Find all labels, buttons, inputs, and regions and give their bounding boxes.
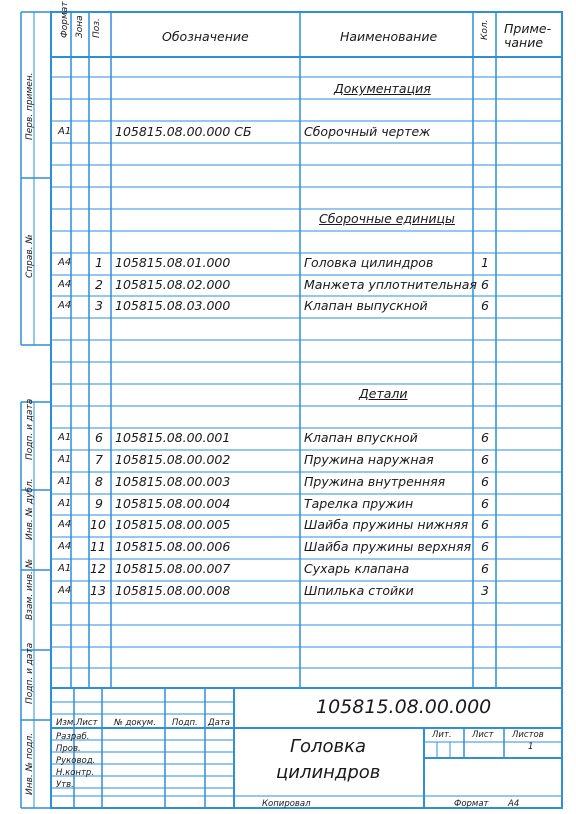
label-sheet: Лист xyxy=(472,730,494,740)
row-format: А4 xyxy=(58,257,72,268)
row-pos: 6 xyxy=(95,430,103,445)
label-supervisor: Руковод. xyxy=(56,756,96,766)
header-designation: Обозначение xyxy=(162,29,249,44)
row-name: Шайба пружины верхняя xyxy=(304,539,471,554)
header-note-1: Приме- xyxy=(504,21,552,36)
header-note-2: чание xyxy=(504,35,544,50)
row-name: Шайба пружины нижняя xyxy=(304,517,469,532)
row-name: Пружина наружная xyxy=(304,452,434,467)
row-pos: 3 xyxy=(95,298,103,313)
row-format: А4 xyxy=(58,541,72,552)
col-sheet: Лист xyxy=(76,718,98,728)
row-designation: 105815.08.00.005 xyxy=(115,517,231,532)
row-qty: 6 xyxy=(481,539,489,554)
row-format: А4 xyxy=(58,300,72,311)
row-qty: 6 xyxy=(481,517,489,532)
row-format: А4 xyxy=(58,519,72,530)
row-designation: 105815.08.00.002 xyxy=(115,452,231,467)
row-qty: 6 xyxy=(481,452,489,467)
row-pos: 9 xyxy=(95,496,103,511)
row-designation: 105815.08.00.006 xyxy=(115,539,231,554)
row-format: А1 xyxy=(58,498,72,509)
row-qty: 6 xyxy=(481,561,489,576)
side-replace-inv: Взам. инв. № xyxy=(25,558,35,620)
row-name: Клапан впускной xyxy=(304,430,418,445)
header-qty: Кол. xyxy=(480,19,490,40)
row-name: Манжета уплотнительная xyxy=(304,277,477,292)
section-assemblies: Сборочные единицы xyxy=(319,211,455,226)
value-sheets: 1 xyxy=(528,742,534,752)
label-norm-control: Н.контр. xyxy=(56,768,95,778)
row-pos: 13 xyxy=(90,583,106,598)
row-name: Шпилька стойки xyxy=(304,583,414,598)
side-orig-inv: Инв. № подл. xyxy=(25,732,35,795)
row-qty: 1 xyxy=(481,255,489,270)
header-name: Наименование xyxy=(340,29,438,44)
row-name: Головка цилиндров xyxy=(304,255,434,270)
row-designation: 105815.08.00.001 xyxy=(115,430,231,445)
section-parts: Детали xyxy=(359,386,408,401)
row-designation: 105815.08.00.008 xyxy=(115,583,231,598)
col-sign: Подп. xyxy=(172,718,198,728)
side-sign-date-1: Подп. и дата xyxy=(25,398,35,460)
row-format: А1 xyxy=(58,432,72,443)
title-line-2: цилиндров xyxy=(276,762,381,783)
row-name: Сухарь клапана xyxy=(304,561,410,576)
row-format: А4 xyxy=(58,279,72,290)
side-ref-no: Справ. № xyxy=(25,234,35,278)
row-pos: 11 xyxy=(90,539,106,554)
section-documentation: Документация xyxy=(334,81,431,96)
row-designation: 105815.08.03.000 xyxy=(115,298,231,313)
row-designation: 105815.08.01.000 xyxy=(115,255,231,270)
side-dup-no: Инв. № дубл. xyxy=(25,478,35,540)
header-format: Формат xyxy=(60,1,70,38)
row-designation: 105815.08.00.004 xyxy=(115,496,231,511)
header-pos: Поз. xyxy=(92,18,102,38)
row-pos: 7 xyxy=(95,452,103,467)
col-doc-no: № докум. xyxy=(114,718,156,728)
label-developed: Разраб. xyxy=(56,732,90,742)
row-name: Клапан выпускной xyxy=(304,298,428,313)
row-designation: 105815.08.00.000 СБ xyxy=(115,124,252,139)
row-qty: 6 xyxy=(481,298,489,313)
side-sign-date-2: Подп. и дата xyxy=(25,642,35,704)
label-format: Формат xyxy=(454,799,489,809)
value-format: А4 xyxy=(508,799,520,809)
row-pos: 8 xyxy=(95,474,103,489)
header-zone: Зона xyxy=(75,15,85,38)
row-pos: 1 xyxy=(95,255,103,270)
label-lit: Лит. xyxy=(432,730,452,740)
row-format: А4 xyxy=(58,585,72,596)
row-name: Сборочный чертеж xyxy=(304,124,431,139)
row-pos: 10 xyxy=(90,517,106,532)
side-first-use: Перв. примен. xyxy=(25,72,35,140)
col-change: Изм. xyxy=(56,718,76,728)
row-format: А1 xyxy=(58,563,72,574)
row-qty: 6 xyxy=(481,277,489,292)
label-sheets: Листов xyxy=(512,730,544,740)
label-checked: Пров. xyxy=(56,744,81,754)
label-approved: Утв. xyxy=(56,780,74,790)
row-format: А1 xyxy=(58,126,72,137)
row-pos: 12 xyxy=(90,561,106,576)
row-designation: 105815.08.00.007 xyxy=(115,561,231,576)
doc-number: 105815.08.00.000 xyxy=(316,696,492,718)
row-qty: 3 xyxy=(481,583,489,598)
row-format: А1 xyxy=(58,454,72,465)
row-designation: 105815.08.02.000 xyxy=(115,277,231,292)
row-qty: 6 xyxy=(481,474,489,489)
row-qty: 6 xyxy=(481,496,489,511)
col-date: Дата xyxy=(208,718,231,728)
label-copied: Копировал xyxy=(262,799,311,809)
row-designation: 105815.08.00.003 xyxy=(115,474,231,489)
row-format: А1 xyxy=(58,476,72,487)
row-qty: 6 xyxy=(481,430,489,445)
title-line-1: Головка xyxy=(290,736,367,757)
row-pos: 2 xyxy=(95,277,103,292)
row-name: Тарелка пружин xyxy=(304,496,414,511)
row-name: Пружина внутренняя xyxy=(304,474,446,489)
